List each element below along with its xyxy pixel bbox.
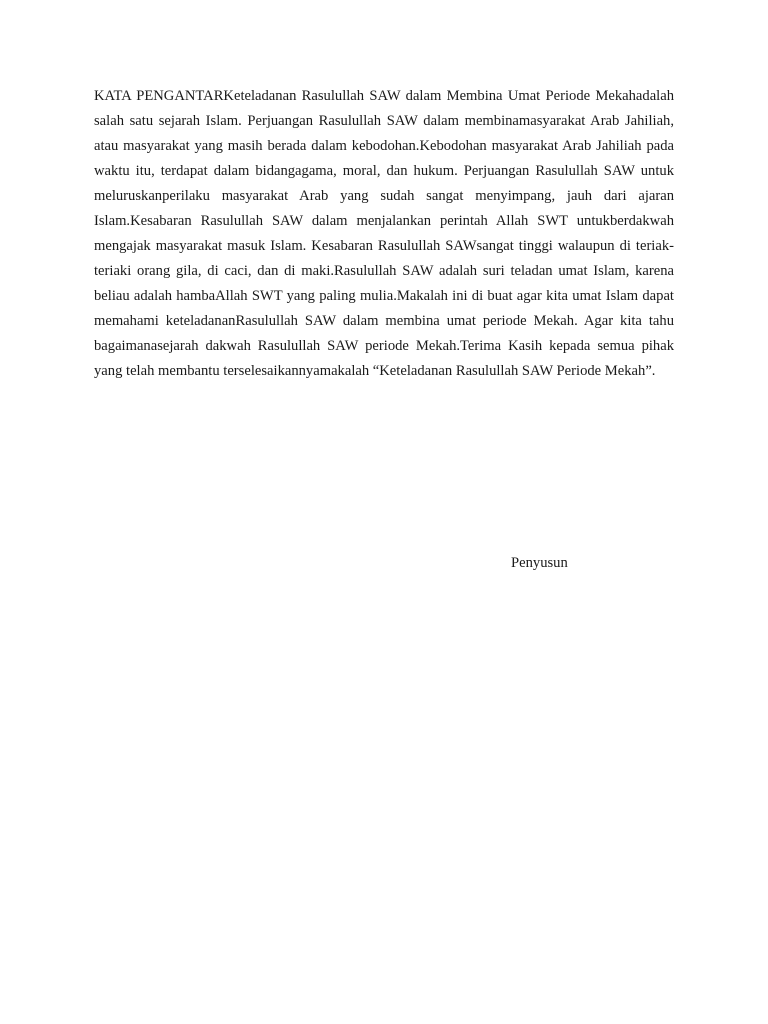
author-signature: Penyusun [511, 555, 568, 571]
preface-paragraph: KATA PENGANTARKeteladanan Rasulullah SAW dalam Membina Umat Periode Mekahadalah salah satu sejarah Islam. Perjuangan Rasulullah SAW dalam membinamasyarakat Arab Jahiliah, atau masyarakat yang masih berada dalam kebodohan.Kebodohan masyarakat Arab Jahiliah pada waktu itu, terdapat dalam bidangagama, moral, dan hukum. Perjuangan Rasulullah SAW untuk meluruskanperilaku masyarakat Arab yang sudah sangat menyimpang, jauh dari ajaran Islam.Kesabaran Rasulullah SAW dalam menjalankan perintah Allah SWT untukberdakwah mengajak masyarakat masuk Islam. Kesabaran Rasulullah SAWsangat tinggi walaupun di teriak-teriaki orang gila, di caci, dan di maki.Rasulullah SAW adalah suri teladan umat Islam, karena beliau adalah hambaAllah SWT yang paling mulia.Makalah ini di buat agar kita umat Islam dapat memahami keteladananRasulullah SAW dalam membina umat periode Mekah. Agar kita tahu bagaimanasejarah dakwah Rasulullah SAW periode Mekah.Terima Kasih kepada semua pihak yang telah membantu terselesaikannyamakalah “Keteladanan Rasulullah SAW Periode Mekah”. [94, 88, 674, 379]
